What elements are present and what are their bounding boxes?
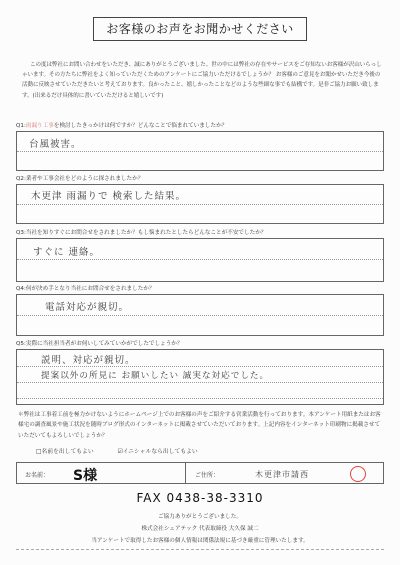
publication-options xyxy=(36,446,220,455)
q3-number: Q3: xyxy=(16,230,26,236)
q2-number: Q2: xyxy=(16,176,26,182)
answer-box-4[interactable] xyxy=(16,294,384,336)
answer-3-text: すぐに 連絡。 xyxy=(33,247,101,258)
footer-divider xyxy=(16,549,384,550)
q3-text: 当社を知りすぐにお問合せをされましたか？もし悩まれたとしたらどんなことが不安でしたか？ xyxy=(25,230,267,236)
fax-number: FAX 0438-38-3310 xyxy=(136,491,264,505)
question-5-label xyxy=(16,339,183,347)
address-label: ご住所： xyxy=(195,472,220,479)
answer-box-2[interactable] xyxy=(16,184,384,224)
footer-privacy: 当アンケートで取得したお客様の個人情報は関係法規に基づき厳重に管理いたします。 xyxy=(91,538,309,544)
question-1-label xyxy=(16,121,227,129)
answer-box-3[interactable] xyxy=(16,238,384,282)
q2-text: 業者や工事会社をどのように探されましたか？ xyxy=(25,176,144,182)
publication-notice: ＊弊社は工事着工前を極力かけないようにホームページ上でのお客様の声をご紹介する営業活動を行っております。本アンケート用紙またはお客様宅の調査風景や施工状況を随時ブログ形式のインターネットに掲載させていただいております。上記内容をインターネット印刷物に掲載させていただいてもよろしいでしょうか？ xyxy=(18,412,381,439)
option-initial-ok[interactable]: ☑イニシャルなら出してもよい xyxy=(117,449,198,455)
footer-company: 株式会社シェアテック 代表取締役 大久保 誠二 xyxy=(141,526,259,532)
q1-number: Q1: xyxy=(16,123,26,129)
question-4-label xyxy=(16,284,155,292)
q5-number: Q5: xyxy=(16,341,26,347)
answer-line xyxy=(17,151,383,152)
option-name-ok[interactable]: □名前を出してもよい xyxy=(36,449,94,455)
answer-line xyxy=(17,204,383,205)
answer-4-text: 電話対応が親切。 xyxy=(45,302,130,313)
answer-line xyxy=(17,315,383,316)
answer-line xyxy=(17,382,383,383)
answer-box-5[interactable] xyxy=(16,349,384,405)
answer-line xyxy=(17,366,383,367)
name-value[interactable]: S様 xyxy=(73,468,98,484)
question-3-label xyxy=(16,228,266,236)
page-title: お客様のお声をお聞かせください xyxy=(93,17,307,41)
q1-highlight: 雨漏り工事 xyxy=(25,123,54,129)
answer-5-text: 説明、対応が親切。 xyxy=(41,355,136,366)
name-label: お名前： xyxy=(25,472,50,479)
answer-line xyxy=(17,398,383,399)
q5-text: 実際に当社担当者がお伺いしてみていかがでしたでしょうか？ xyxy=(25,341,183,347)
address-value[interactable]: 木更津市請西 xyxy=(255,470,309,479)
name-address-row xyxy=(16,462,384,484)
answer-2-text: 木更津 雨漏りで 検索した結果。 xyxy=(31,191,187,202)
q1-text: を検討したきっかけは何ですか？どんなことで悩まれていましたか？ xyxy=(53,123,228,129)
question-2-label xyxy=(16,174,143,182)
answer-1-text: 台風被害。 xyxy=(29,139,82,150)
divider xyxy=(185,463,186,483)
seal-stamp-icon xyxy=(350,466,366,482)
answer-box-1[interactable] xyxy=(16,131,384,171)
q4-text: 何が決め手となり当社にお問合せをされましたか？ xyxy=(25,286,155,292)
answer-line xyxy=(17,259,383,260)
answer-5-text-line2: 提案以外の所見に お願いしたい 誠実な対応でした。 xyxy=(41,371,270,381)
footer-thanks: ご協力ありがとうございました。 xyxy=(158,514,242,520)
q4-number: Q4: xyxy=(16,286,26,292)
intro-paragraph: この度は弊社にお問い合わせをいただき、誠にありがとうございました。世の中には弊社の存在やサービスをご存知ないお客様が沢山いらっしゃいます。その方たちに弊社をよく知っていただくためのアンケートにご協力いただけるでしょうか？ お客様のご意見をお聞かせいただき今後の活動に反映させていただきたいと考えております。良かったこと、嬉しかったことなどのような些細な事でも結構です。是非ご協力お願い致します。(出来るだけ具体的に書いていただけると嬉しいです) xyxy=(22,62,382,99)
intro-text xyxy=(22,60,382,101)
